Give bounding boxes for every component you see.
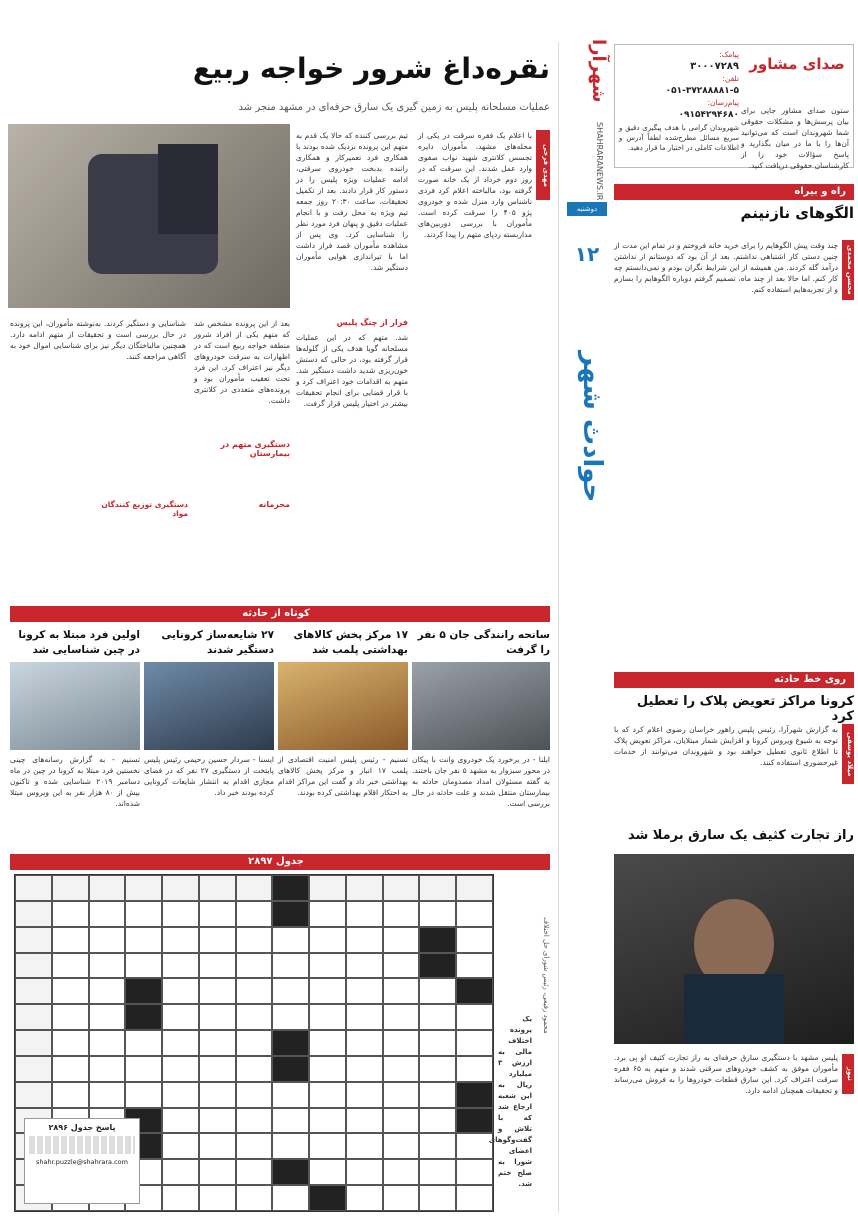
- author-tag-2: میلاد یوسفی: [842, 724, 854, 784]
- grid-cell: [456, 1082, 493, 1108]
- brand-title: صدای مشاور: [749, 55, 845, 73]
- grid-cell[interactable]: [383, 1159, 420, 1185]
- grid-cell[interactable]: [199, 1082, 236, 1108]
- grid-cell[interactable]: [15, 875, 52, 901]
- puzzle-note-author: محمود رفیعی، رئیس شورای حل اختلاف: [542, 917, 550, 1034]
- grid-cell[interactable]: [456, 1004, 493, 1030]
- grid-cell[interactable]: [199, 1030, 236, 1056]
- article-title-2: کرونا مراکز تعویض پلاک را تعطیل کرد: [636, 694, 854, 724]
- article-body-1: چند وقت پیش الگوهایم را برای خرید خانه فروختم و در تمام این مدت از چنین دستی کار اشتباهی نداشتم. بعد از آن بود که دوستانم از نداشتن درآمد گله کردند. من همیشه از این شرایط نگران بودم و نمی‌دانستم چه کار کنم. اما حالا بعد از چند ماه، تصمیم گرفتم دوباره الگوهایم را بسازم و از تجربه‌هایم استفاده کنم.: [614, 241, 838, 294]
- car-seat-illustration: [8, 124, 290, 308]
- main-col-2: با اعلام یک فقره سرقت در یکی از محله‌های مشهد، مأموران دایره تجسس کلانتری شهید نواب صفوی وارد عمل شدند. این سرقت که در روز دوم خرداد از یک خانه صورت گرفته بود، مالباخته اعلام کرد فردی ناشناس وارد منزل شده و خودروی پژو ۴۰۵ را سرقت کرده است. مأموران با بررسی دوربین‌های مداربسته ردپای متهم را پیدا کردند.: [418, 131, 532, 239]
- grid-cell[interactable]: [236, 1108, 273, 1134]
- grid-cell: [309, 1185, 346, 1211]
- short-title-2: ۱۷ مرکز پخش کالاهای بهداشتی پلمب شد: [293, 629, 408, 656]
- sms-number: ۳۰۰۰۷۲۸۹: [690, 61, 739, 72]
- grid-cell: [272, 1030, 309, 1056]
- grid-cell[interactable]: [89, 953, 126, 979]
- grid-cell[interactable]: [419, 1159, 456, 1185]
- person-illustration: [614, 854, 854, 1044]
- grid-cell[interactable]: [419, 1133, 456, 1159]
- grid-cell[interactable]: [199, 1108, 236, 1134]
- grid-cell[interactable]: [309, 901, 346, 927]
- grid-cell[interactable]: [15, 978, 52, 1004]
- contact-box: [614, 44, 854, 168]
- grid-cell[interactable]: [15, 1082, 52, 1108]
- grid-cell[interactable]: [125, 901, 162, 927]
- grid-cell[interactable]: [199, 953, 236, 979]
- grid-cell[interactable]: [236, 1004, 273, 1030]
- grid-cell[interactable]: [162, 1082, 199, 1108]
- sidebar: [614, 44, 854, 1212]
- grid-cell[interactable]: [52, 875, 89, 901]
- grid-cell[interactable]: [236, 1185, 273, 1211]
- grid-cell[interactable]: [52, 953, 89, 979]
- grid-cell[interactable]: [236, 875, 273, 901]
- grid-cell[interactable]: [346, 1108, 383, 1134]
- grid-cell[interactable]: [346, 953, 383, 979]
- grid-cell[interactable]: [162, 1159, 199, 1185]
- short-text-2: تسنیم - رئیس پلیس امنیت اقتصادی از پلمب ۱۷ انبار و مرکز پخش کالاهای بهداشتی خبر داد و گفت این مراکز اقدام به احتکار اقلام بهداشتی کرده بودند.: [278, 755, 408, 797]
- main-headline: نقره‌داغ شرور خواجه ربیع: [192, 52, 550, 85]
- grid-cell[interactable]: [383, 1133, 420, 1159]
- note-text: شهروندان گرامی با هدف پیگیری دقیق و سریع مسائل مطرح‌شده لطفاً آدرس و اطلاعات کاملی در اختیار ما قرار دهید.: [619, 124, 739, 152]
- grid-cell[interactable]: [456, 1185, 493, 1211]
- answer-box: [24, 1118, 140, 1204]
- goods-photo: [278, 662, 408, 750]
- grid-cell[interactable]: [346, 1159, 383, 1185]
- grid-cell[interactable]: [272, 1185, 309, 1211]
- grid-cell[interactable]: [383, 1185, 420, 1211]
- grid-cell[interactable]: [272, 927, 309, 953]
- grid-cell[interactable]: [346, 875, 383, 901]
- grid-cell[interactable]: [272, 953, 309, 979]
- medical-photo: [10, 662, 140, 750]
- grid-cell[interactable]: [15, 1030, 52, 1056]
- grid-cell: [272, 901, 309, 927]
- grid-cell[interactable]: [162, 1004, 199, 1030]
- grid-cell[interactable]: [199, 901, 236, 927]
- puzzle-note: [488, 874, 550, 1212]
- phone-number: ۰۵۱-۳۷۲۸۸۸۸۱-۵: [665, 86, 739, 96]
- grid-cell: [272, 875, 309, 901]
- grid-cell[interactable]: [346, 1056, 383, 1082]
- grid-cell[interactable]: [236, 901, 273, 927]
- grid-cell[interactable]: [52, 1030, 89, 1056]
- article-body-2: به گزارش شهرآرا، رئیس پلیس راهور خراسان رضوی اعلام کرد که با توجه به شیوع ویروس کرونا و افزایش شمار مبتلایان، مراکز تعویض پلاک تا اطلاع ثانوی تعطیل خواهند بود و شهروندان می‌توانند از خدمات غیرحضوری استفاده کنند.: [614, 725, 838, 767]
- grid-cell[interactable]: [383, 1056, 420, 1082]
- grid-cell[interactable]: [309, 953, 346, 979]
- phone-label: تلفن:: [722, 74, 739, 83]
- grid-cell[interactable]: [456, 1056, 493, 1082]
- grid-cell[interactable]: [236, 1082, 273, 1108]
- grid-cell[interactable]: [52, 1004, 89, 1030]
- messenger-number: ۰۹۱۵۴۲۹۴۶۸۰: [678, 110, 739, 120]
- grid-cell: [419, 953, 456, 979]
- grid-cell: [419, 927, 456, 953]
- grid-cell[interactable]: [199, 978, 236, 1004]
- short-text-3: ایسنا - سردار حسین رحیمی رئیس پلیس پایتخت از دستگیری ۲۷ نفر که در فضای مجازی اقدام به انتشار شایعات کرونایی کرده بودند خبر داد.: [144, 755, 274, 797]
- grid-cell[interactable]: [125, 1030, 162, 1056]
- grid-cell[interactable]: [383, 875, 420, 901]
- grid-cell[interactable]: [199, 1056, 236, 1082]
- grid-cell[interactable]: [309, 1133, 346, 1159]
- grid-cell[interactable]: [272, 1133, 309, 1159]
- grid-cell[interactable]: [456, 901, 493, 927]
- grid-cell[interactable]: [346, 978, 383, 1004]
- suspect-photo: [614, 854, 854, 1044]
- short-title-4: اولین فرد مبتلا به کرونا در چین شناسایی شد: [18, 629, 140, 656]
- main-photo: [8, 124, 290, 308]
- grid-cell[interactable]: [162, 978, 199, 1004]
- grid-cell[interactable]: [383, 1030, 420, 1056]
- grid-cell[interactable]: [162, 953, 199, 979]
- grid-cell[interactable]: [236, 1159, 273, 1185]
- grid-cell[interactable]: [419, 978, 456, 1004]
- grid-cell: [125, 978, 162, 1004]
- grid-cell[interactable]: [15, 1056, 52, 1082]
- grid-cell[interactable]: [272, 1108, 309, 1134]
- logo: شهرآرا: [588, 38, 609, 102]
- sms-label: پیامک:: [719, 50, 739, 59]
- short-title-3: ۲۷ شایعه‌ساز کرونایی دستگیر شدند: [161, 629, 274, 656]
- grid-cell[interactable]: [309, 927, 346, 953]
- messenger-label: پیام‌رسان:: [707, 98, 739, 107]
- grid-cell[interactable]: [125, 1056, 162, 1082]
- grid-cell[interactable]: [162, 1030, 199, 1056]
- grid-cell[interactable]: [383, 953, 420, 979]
- grid-cell[interactable]: [236, 978, 273, 1004]
- grid-cell[interactable]: [89, 1030, 126, 1056]
- crash-photo: [412, 662, 550, 750]
- grid-cell[interactable]: [346, 1185, 383, 1211]
- section-bar-2: روی خط حادثه: [614, 672, 854, 688]
- grid-cell[interactable]: [346, 1004, 383, 1030]
- grid-cell[interactable]: [383, 1108, 420, 1134]
- article-title-1: الگوهای نازنینم: [740, 204, 854, 222]
- grid-cell[interactable]: [419, 1004, 456, 1030]
- grid-cell[interactable]: [89, 978, 126, 1004]
- grid-cell[interactable]: [456, 927, 493, 953]
- grid-cell[interactable]: [162, 875, 199, 901]
- grid-cell[interactable]: [52, 1082, 89, 1108]
- grid-cell[interactable]: [15, 1004, 52, 1030]
- grid-cell[interactable]: [456, 1159, 493, 1185]
- grid-cell[interactable]: [309, 1056, 346, 1082]
- subhead-4: دستگیری توزیع کنندگان مواد: [101, 500, 188, 518]
- grid-cell: [272, 1056, 309, 1082]
- grid-cell[interactable]: [346, 927, 383, 953]
- day-badge: دوشنبه: [567, 202, 607, 216]
- site-url: SHAHRARANEWS.IR: [595, 122, 604, 201]
- grid-cell[interactable]: [272, 978, 309, 1004]
- main-byline: مهدی فرخی: [536, 130, 550, 200]
- puzzle-email[interactable]: shahr.puzzle@shahrara.com: [36, 1158, 128, 1166]
- grid-cell[interactable]: [89, 875, 126, 901]
- grid-cell[interactable]: [125, 953, 162, 979]
- grid-cell[interactable]: [15, 901, 52, 927]
- page-number: ۱۲: [574, 242, 600, 266]
- main-col-4: بعد از این پرونده مشخص شد که متهم یکی از افراد شرور منطقه خواجه ربیع است که در اظهارات به سرقت خودروهای دیگر نیز اعتراف کرد. این فرد تحت تعقیب مأموران بود و پرونده‌های متعددی در کلانتری داشت.: [194, 319, 290, 405]
- grid-cell[interactable]: [52, 927, 89, 953]
- grid-cell[interactable]: [162, 1133, 199, 1159]
- grid-cell: [272, 1159, 309, 1185]
- grid-cell[interactable]: [199, 927, 236, 953]
- grid-cell[interactable]: [419, 1185, 456, 1211]
- grid-cell[interactable]: [15, 927, 52, 953]
- short-news-1: [412, 628, 550, 840]
- grid-cell[interactable]: [309, 1159, 346, 1185]
- grid-cell[interactable]: [89, 1004, 126, 1030]
- grid-cell[interactable]: [199, 1159, 236, 1185]
- grid-cell[interactable]: [52, 978, 89, 1004]
- grid-cell[interactable]: [346, 1082, 383, 1108]
- grid-cell[interactable]: [236, 1133, 273, 1159]
- grid-cell[interactable]: [199, 1004, 236, 1030]
- short-text-1: ایلنا - در برخورد یک خودروی وانت با پیکان در محور سبزوار به مشهد ۵ نفر جان باختند. به گفته مسئولان امداد مصدومان حادثه به بیمارستان منتقل شدند و علت حادثه در حال بررسی است.: [412, 755, 550, 808]
- grid-cell[interactable]: [125, 875, 162, 901]
- subhead-3: محرمانه: [258, 500, 290, 509]
- article-body-3: پلیس مشهد با دستگیری سارق حرفه‌ای به راز تجارت کثیف او پی برد. مأموران موفق به کشف خودروهای سرقتی شدند و متهم به ۶۵ فقره سرقت اعتراف کرد. این سارق قطعات خودروها را به فروش می‌رساند و تحقیقات همچنان ادامه دارد.: [614, 1053, 838, 1095]
- grid-cell[interactable]: [419, 1082, 456, 1108]
- grid-cell[interactable]: [52, 901, 89, 927]
- short-title-1: سانحه رانندگی جان ۵ نفر را گرفت: [417, 629, 550, 656]
- grid-cell[interactable]: [309, 875, 346, 901]
- grid-cell[interactable]: [456, 953, 493, 979]
- mini-grid: [29, 1136, 135, 1154]
- author-tag-3: نیوز: [842, 1054, 854, 1094]
- grid-cell[interactable]: [125, 1082, 162, 1108]
- grid-cell[interactable]: [89, 901, 126, 927]
- main-subtitle: عملیات مسلحانه پلیس به زمین گیری یک سارق حرفه‌ای در مشهد منجر شد: [238, 102, 550, 113]
- grid-cell[interactable]: [15, 953, 52, 979]
- answer-label: پاسخ جدول ۲۸۹۶: [48, 1123, 116, 1132]
- article-title-3: راز تجارت کثیف یک سارق برملا شد: [627, 828, 854, 843]
- grid-cell[interactable]: [383, 1082, 420, 1108]
- grid-cell[interactable]: [236, 927, 273, 953]
- grid-cell[interactable]: [125, 927, 162, 953]
- grid-cell[interactable]: [456, 1030, 493, 1056]
- grid-cell[interactable]: [309, 1030, 346, 1056]
- grid-cell: [456, 1108, 493, 1134]
- grid-cell[interactable]: [309, 1082, 346, 1108]
- grid-cell[interactable]: [236, 1030, 273, 1056]
- grid-cell[interactable]: [383, 978, 420, 1004]
- grid-cell[interactable]: [309, 1108, 346, 1134]
- short-news-bar: کوتاه از حادثه: [10, 606, 550, 622]
- grid-cell[interactable]: [419, 901, 456, 927]
- grid-cell[interactable]: [199, 1185, 236, 1211]
- grid-cell[interactable]: [162, 901, 199, 927]
- grid-cell[interactable]: [309, 978, 346, 1004]
- grid-cell[interactable]: [383, 1004, 420, 1030]
- grid-cell[interactable]: [89, 1056, 126, 1082]
- arrested-photo: [144, 662, 274, 750]
- grid-cell[interactable]: [162, 1108, 199, 1134]
- main-col-3: شد. متهم که در این عملیات مسلحانه گویا هدف یکی از گلوله‌ها قرار گرفته بود، در حالی که دستش خون‌ریزی شدید داشت دستگیر شد. متهم به اقدامات خود اعتراف کرد و با قرار قضایی برای انجام تحقیقات بیشتر در اختیار پلیس قرار گرفت.: [296, 333, 408, 408]
- short-news-2: [278, 628, 408, 840]
- author-tag-1: محسن محمدی: [842, 240, 854, 300]
- grid-cell[interactable]: [199, 875, 236, 901]
- section-title: حوادث شهر: [577, 350, 607, 502]
- grid-cell[interactable]: [236, 953, 273, 979]
- grid-cell[interactable]: [419, 1056, 456, 1082]
- puzzle-bar: جدول ۲۸۹۷: [10, 854, 550, 870]
- grid-cell[interactable]: [456, 875, 493, 901]
- grid-cell[interactable]: [89, 927, 126, 953]
- grid-cell[interactable]: [162, 1056, 199, 1082]
- grid-cell[interactable]: [199, 1133, 236, 1159]
- grid-cell[interactable]: [52, 1056, 89, 1082]
- grid-cell[interactable]: [309, 1004, 346, 1030]
- grid-cell[interactable]: [236, 1056, 273, 1082]
- section-bar-1: راه و بیراه: [614, 184, 854, 200]
- grid-cell[interactable]: [346, 1030, 383, 1056]
- short-news-4: [10, 628, 140, 840]
- grid-cell[interactable]: [346, 901, 383, 927]
- grid-cell[interactable]: [162, 1185, 199, 1211]
- grid-cell: [456, 978, 493, 1004]
- main-col-1: تیم بررسی کننده که حالا یک قدم به متهم این پرونده نزدیک شده بودند با همکاری فرد تعمیرکار و همکاری راننده بدبخت خودروی سرقتی، ادامه عملیات ویژه پلیس را در دستور کار قرار دادند. بعد از تکمیل تحقیقات، ساعت ۲۰:۳۰ روز جمعه تیم ویژه به محل رفت و با انجام عملیات دقیق و پنهان فرد مورد نظر را شناسایی کرد. وی پس از مشاهده مأموران قصد فرار داشت اما با تیراندازی هوایی مأموران دستگیر شد.: [296, 131, 408, 272]
- short-text-4: تسنیم - به گزارش رسانه‌های چینی نخستین فرد مبتلا به کرونا در چین در ماه دسامبر ۲۰۱۹ شناسایی شده و تاکنون بیش از ۸۰ هزار نفر به این ویروس مبتلا شده‌اند.: [10, 755, 140, 808]
- masthead-strip: [558, 38, 610, 1212]
- grid-cell[interactable]: [456, 1133, 493, 1159]
- subhead-2: دستگیری متهم در بیمارستان: [220, 440, 290, 458]
- grid-cell[interactable]: [272, 1004, 309, 1030]
- grid-cell[interactable]: [383, 927, 420, 953]
- puzzle-note-text: یک پرونده اختلاف مالی به ارزش ۳ میلیارد ریال به این شعبه ارجاع شد که با تلاش و گفت‌وگوهای اعضای شورا به صلح ختم شد.: [488, 1015, 532, 1188]
- grid-cell[interactable]: [346, 1133, 383, 1159]
- short-news-3: [144, 628, 274, 840]
- grid-cell[interactable]: [419, 875, 456, 901]
- intro-text: ستون صدای مشاور جایی برای بیان پرسش‌ها و مشکلات حقوقی شما شهروندان است که می‌توانید آن‌ها را با ما در میان بگذارید و پاسخ سؤالات خود را از کارشناسان حقوقی دریافت کنید.: [741, 106, 849, 170]
- grid-cell[interactable]: [89, 1082, 126, 1108]
- grid-cell[interactable]: [162, 927, 199, 953]
- subhead-1: فرار از چنگ پلیس: [336, 318, 408, 327]
- grid-cell[interactable]: [272, 1082, 309, 1108]
- grid-cell[interactable]: [419, 1030, 456, 1056]
- grid-cell[interactable]: [419, 1108, 456, 1134]
- grid-cell[interactable]: [383, 901, 420, 927]
- grid-cell: [125, 1004, 162, 1030]
- main-col-5: شناسایی و دستگیر کردند. به‌نوشته مأموران، این پرونده در حال بررسی است و تحقیقات از متهم ادامه دارد. همچنین مالباختگان دیگر نیز برای شناسایی اموال خود به آگاهی مراجعه کنند.: [10, 319, 186, 361]
